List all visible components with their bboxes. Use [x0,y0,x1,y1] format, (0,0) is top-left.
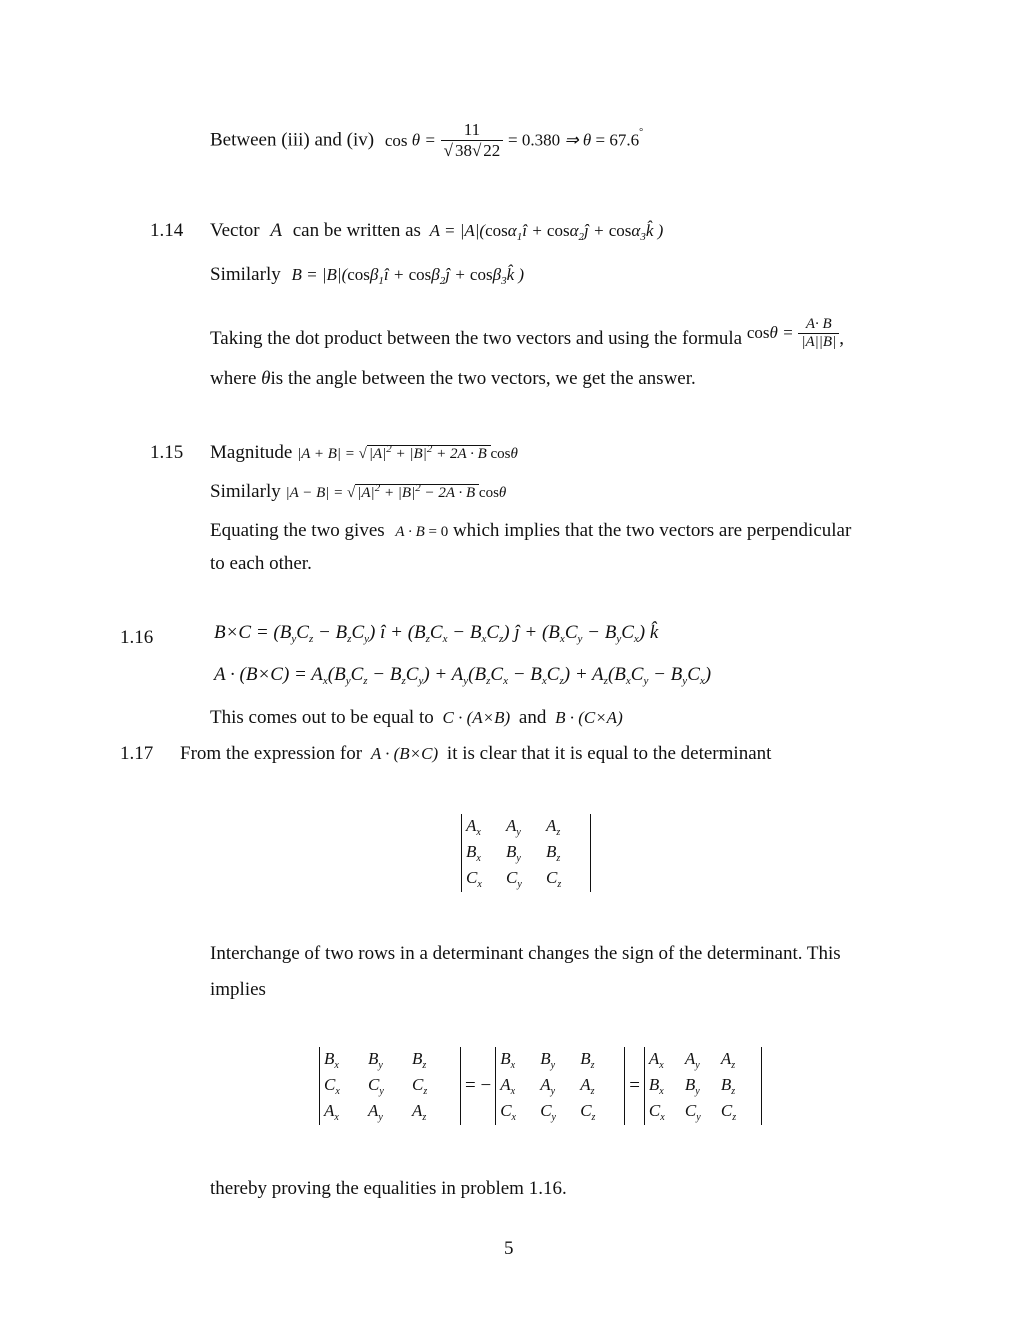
between-line: Between (iii) and (iv) cos θ = $\frac{11}{√ 38√ 22}$ = 0.380 ⇒ θ = 67.6° [210,120,644,160]
p114-line1: Vector A can be written as A = |A|(cosα$_1$î + cosα$_2$ĵ + cosα$_3$k̂ ) [210,220,664,243]
p114-line4: where θis the angle between the two vectors, we get the answer. [210,368,696,389]
between-label: Between (iii) and (iv) [210,129,375,151]
p115-line2: Similarly |A − B| = √ $|A|^2 + |B|^2 - 2A \cdot B$ cosθ [210,481,507,502]
determinant-equality: $B_x$ $B_y$ $B_z$ $C_x$ $C_y$ $C_z$ $A_x$ $A_y$ $A_z$ = − $B_x$ $B_y$ $B_z$ $A_x$ $A_y$ $A_z$ $C_x$ $C_y$ $C_z$ = $A_x$ $A_y$ $A_z$ $B_x$ $B_y$ $B_z$ $C_x$ $C_y$ $C_z$ [319,1047,762,1125]
triple-product-eq: $A \cdot (B\times C) = A_x(B_yC_z - B_zC_y) + A_y(B_zC_x - B_xC_z) + A_z(B_xC_y - B_yC_x)$ [214,664,712,687]
p114-line3: Taking the dot product between the two vectors and using the formula cosθ = $\frac{A\cdot B}{|A||B|}$ , [210,316,844,350]
p115-line4: to each other. [210,553,312,574]
problem-number-1-16: 1.16 [120,627,154,648]
cos-fraction: $\frac{11}{√ 38√ 22}$ [441,120,504,161]
problem-number-1-14: 1.14 [150,220,184,241]
p114-line2: Similarly B = |B|(cosβ$_1$î + cosβ$_2$ĵ + cosβ$_3$k̂ ) [210,264,525,287]
p117-line3: implies [210,979,266,1000]
p117-line1: From the expression for A · (B×C) it is clear that it is equal to the determinant [180,743,772,764]
p115-line1: Magnitude |A + B| = √ $|A|^2 + |B|^2 + 2A \cdot B$ cosθ [210,442,518,463]
page-number: 5 [504,1238,514,1259]
problem-number-1-15: 1.15 [150,442,184,463]
p115-line3: Equating the two gives A · B = 0 which implies that the two vectors are perpendicular [210,520,852,541]
determinant-abc: $A_x$ $A_y$ $A_z$ $B_x$ $B_y$ $B_z$ $C_x$ $C_y$ $C_z$ [461,814,591,892]
p117-line2: Interchange of two rows in a determinant changes the sign of the determinant. This [210,943,841,964]
p117-line4: thereby proving the equalities in problem 1.16. [210,1178,567,1199]
cross-product-eq: $B\times C = (B_yC_z - B_zC_y)$ î + $(B_zC_x - B_xC_z)$ ĵ + $(B_xC_y - B_yC_x)$ k̂ [214,622,659,645]
problem-number-1-17: 1.17 [120,743,154,764]
p116-line3: This comes out to be equal to C · (A×B) and B · (C×A) [210,707,623,728]
